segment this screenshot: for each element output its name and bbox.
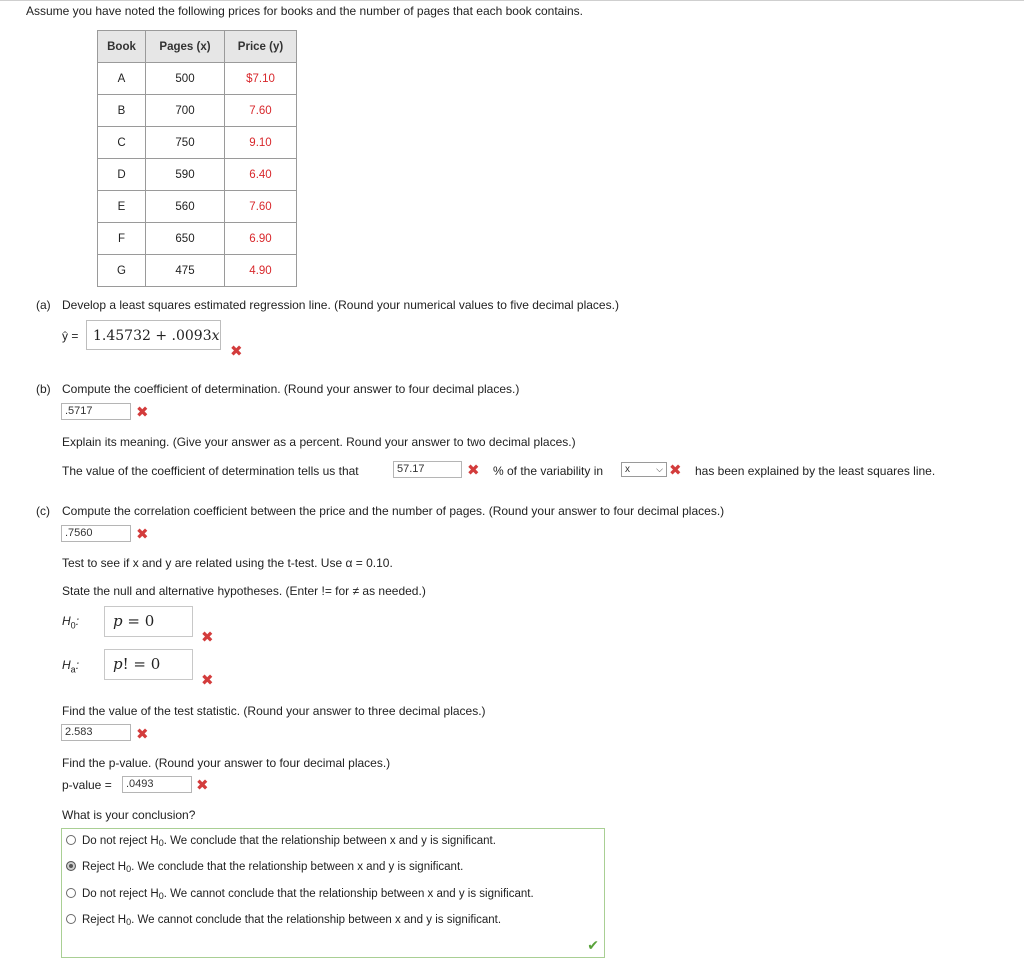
regression-answer-box[interactable]: 1.45732 + .0093x <box>86 320 221 350</box>
chevron-down-icon: ⌵ <box>656 464 663 474</box>
h0-label: $H_0$: <box>62 614 80 631</box>
coef-determination-input[interactable]: .5717 <box>61 403 131 420</box>
ttest-prompt: Test to see if x and y are related using the t-test. Use α = 0.10. <box>62 556 393 570</box>
table-row <box>98 191 297 223</box>
explain-prompt: Explain its meaning. (Give your answer as a percent. Round your answer to two decimal places.) <box>62 435 576 449</box>
sentence-end: has been explained by the least squares line. <box>695 464 936 478</box>
conclusion-options <box>61 828 605 958</box>
book-cell: D <box>98 159 146 191</box>
price-cell: 7.60 <box>225 95 297 127</box>
part-a-label: (a) <box>36 298 51 312</box>
pages-cell: 590 <box>146 159 225 191</box>
book-cell: C <box>98 127 146 159</box>
part-b-prompt: Compute the coefficient of determination. (Round your answer to four decimal places.) <box>62 382 520 396</box>
wrong-mark-icon: ✖ <box>230 343 243 360</box>
pages-cell: 750 <box>146 127 225 159</box>
price-cell: 9.10 <box>225 127 297 159</box>
ha-label: $H_a$: <box>62 658 80 675</box>
part-c-prompt: Compute the correlation coefficient between the price and the number of pages. (Round your answer to four decimal places.) <box>62 504 725 518</box>
radio-button[interactable] <box>66 888 76 898</box>
pvalue-label: p-value = <box>62 778 112 792</box>
price-cell: 4.90 <box>225 255 297 287</box>
price-cell: 7.60 <box>225 191 297 223</box>
variable-select-value: x <box>625 464 630 475</box>
book-cell: G <box>98 255 146 287</box>
table-row <box>98 127 297 159</box>
test-stat-prompt: Find the value of the test statistic. (Round your answer to three decimal places.) <box>62 704 486 718</box>
pages-cell: 700 <box>146 95 225 127</box>
book-cell: F <box>98 223 146 255</box>
part-c-label: (c) <box>36 504 50 518</box>
option-text-end: . We cannot conclude that the relationship between x and y is significant. <box>163 888 534 900</box>
conclusion-option-4[interactable] <box>66 914 501 927</box>
table-row <box>98 255 297 287</box>
top-divider <box>0 0 1024 1</box>
sentence-start: The value of the coefficient of determination tells us that <box>62 464 359 478</box>
part-b-label: (b) <box>36 382 51 396</box>
subscript-zero: 0 <box>158 838 164 848</box>
hypothesis-prompt: State the null and alternative hypotheses. (Enter != for ≠ as needed.) <box>62 584 426 598</box>
percent-input[interactable]: 57.17 <box>393 461 462 478</box>
book-cell: B <box>98 95 146 127</box>
header-book: Book <box>98 31 146 63</box>
option-text-end: . We cannot conclude that the relationship between x and y is significant. <box>131 914 502 926</box>
price-cell: $7.10 <box>225 63 297 95</box>
option-text-end: . We conclude that the relationship between x and y is significant. <box>131 861 464 873</box>
price-cell: 6.40 <box>225 159 297 191</box>
table-row <box>98 95 297 127</box>
test-stat-input[interactable]: 2.583 <box>61 724 131 741</box>
pages-cell: 500 <box>146 63 225 95</box>
wrong-mark-icon: ✖ <box>669 462 682 479</box>
pages-cell: 475 <box>146 255 225 287</box>
part-a-prompt: Develop a least squares estimated regression line. (Round your numerical values to five decimal places.) <box>62 298 619 312</box>
subscript-zero: 0 <box>126 917 132 927</box>
question-intro: Assume you have noted the following prices for books and the number of pages that each book contains. <box>26 4 584 18</box>
pvalue-prompt: Find the p-value. (Round your answer to four decimal places.) <box>62 756 391 770</box>
option-text-end: . We conclude that the relationship between x and y is significant. <box>163 835 496 847</box>
price-cell: 6.90 <box>225 223 297 255</box>
option-text-start: Reject H <box>82 861 127 873</box>
conclusion-option-1[interactable] <box>66 835 496 848</box>
yhat-label: ŷ = <box>62 329 79 343</box>
option-text-start: Do not reject H <box>82 835 159 847</box>
correlation-input[interactable]: .7560 <box>61 525 131 542</box>
wrong-mark-icon: ✖ <box>196 777 209 794</box>
pages-cell: 650 <box>146 223 225 255</box>
sentence-mid: % of the variability in <box>493 464 604 478</box>
radio-button[interactable] <box>66 914 76 924</box>
header-pages: Pages (x) <box>146 31 225 63</box>
table-row <box>98 63 297 95</box>
wrong-mark-icon: ✖ <box>136 404 149 421</box>
null-hypothesis-box[interactable]: p = 0 <box>104 606 193 637</box>
variable-select[interactable] <box>621 462 667 477</box>
subscript-zero: 0 <box>158 891 164 901</box>
conclusion-option-3[interactable] <box>66 888 534 901</box>
correct-check-icon: ✔ <box>587 937 599 953</box>
header-price: Price (y) <box>225 31 297 63</box>
radio-button[interactable] <box>66 861 76 871</box>
table-header-row <box>98 31 297 63</box>
conclusion-prompt: What is your conclusion? <box>62 808 196 822</box>
option-text-start: Do not reject H <box>82 888 159 900</box>
book-cell: E <box>98 191 146 223</box>
option-text-start: Reject H <box>82 914 127 926</box>
pvalue-input[interactable]: .0493 <box>122 776 192 793</box>
conclusion-option-2[interactable] <box>66 861 463 874</box>
book-data-table <box>97 30 297 287</box>
wrong-mark-icon: ✖ <box>201 629 214 646</box>
subscript-zero: 0 <box>126 864 132 874</box>
radio-button[interactable] <box>66 835 76 845</box>
alternative-hypothesis-box[interactable]: p! = 0 <box>104 649 193 680</box>
table-row <box>98 159 297 191</box>
wrong-mark-icon: ✖ <box>136 726 149 743</box>
table-row <box>98 223 297 255</box>
wrong-mark-icon: ✖ <box>136 526 149 543</box>
wrong-mark-icon: ✖ <box>201 672 214 689</box>
pages-cell: 560 <box>146 191 225 223</box>
wrong-mark-icon: ✖ <box>467 462 480 479</box>
book-cell: A <box>98 63 146 95</box>
